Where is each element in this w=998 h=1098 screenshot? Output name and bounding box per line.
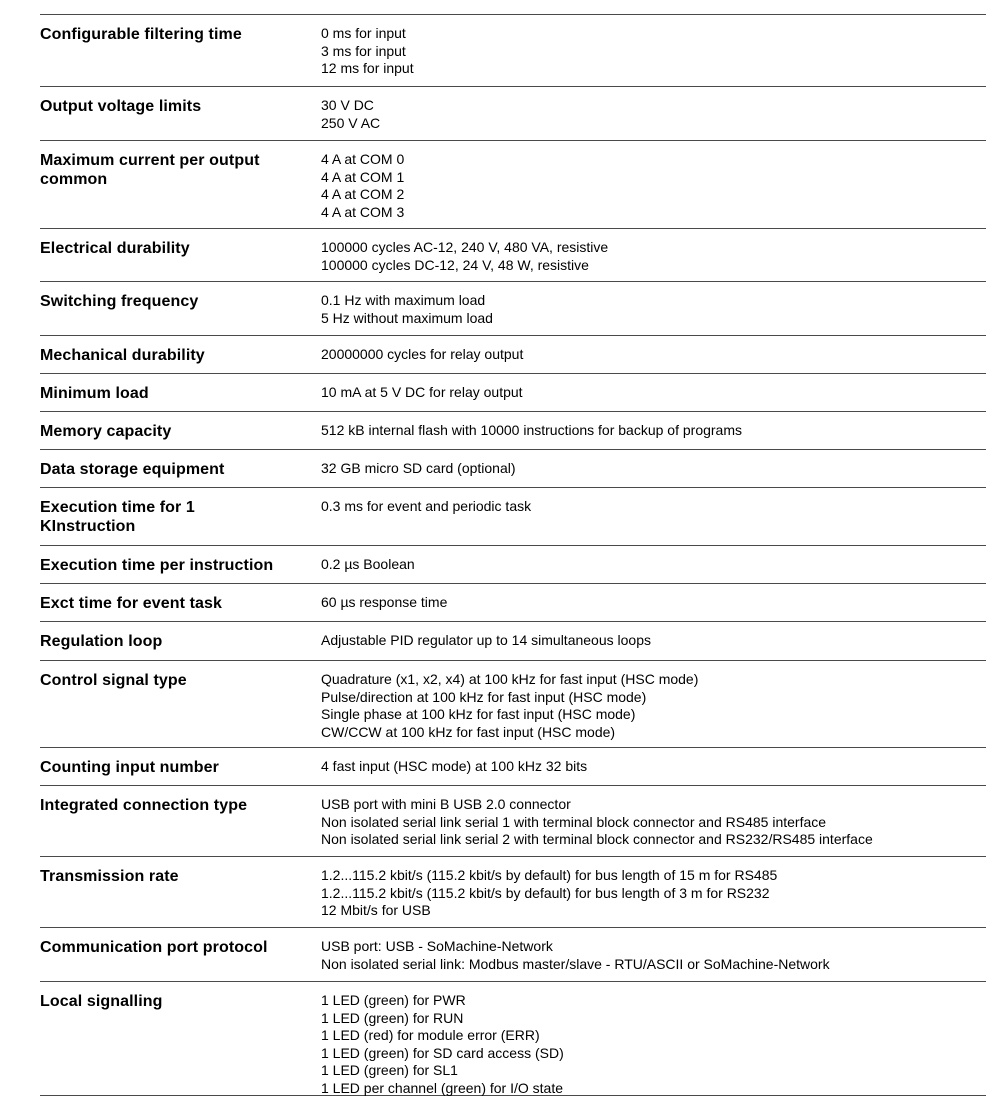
spec-value: 512 kB internal flash with 10000 instructions for backup of programs: [321, 422, 743, 438]
spec-value: 20000000 cycles for relay output: [321, 346, 524, 362]
spec-value: 1 LED (green) for RUN: [321, 1009, 464, 1026]
spec-label: Execution time for 1 KInstruction: [40, 499, 195, 535]
spec-value: Non isolated serial link serial 2 with terminal block connector and RS232/RS485 interface: [321, 831, 873, 848]
spec-value: 1 LED per channel (green) for I/O state: [321, 1079, 564, 1096]
spec-label: Switching frequency: [40, 293, 199, 310]
spec-label: Counting input number: [40, 759, 219, 776]
spec-label: Local signalling: [40, 993, 163, 1010]
spec-value: 1 LED (green) for SL1: [321, 1062, 458, 1079]
spec-row: [40, 857, 986, 928]
spec-values: [321, 671, 986, 747]
spec-label: Memory capacity: [40, 423, 172, 440]
spec-value: 0.2 µs Boolean: [321, 556, 415, 572]
spec-label: Data storage equipment: [40, 461, 225, 478]
spec-row: [40, 748, 986, 786]
spec-row: [40, 336, 986, 374]
spec-row: [40, 622, 986, 661]
spec-value: CW/CCW at 100 kHz for fast input (HSC mode): [321, 723, 616, 740]
spec-value: 100000 cycles AC-12, 240 V, 480 VA, resistive: [321, 239, 609, 255]
spec-values: [321, 346, 986, 373]
spec-label: Exct time for event task: [40, 595, 223, 612]
spec-value: 100000 cycles DC-12, 24 V, 48 W, resistive: [321, 256, 589, 273]
spec-value: 30 V DC: [321, 97, 374, 113]
spec-label: Integrated connection type: [40, 797, 248, 814]
spec-label: Communication port protocol: [40, 939, 268, 956]
spec-label: Electrical durability: [40, 240, 190, 257]
spec-table: [40, 14, 986, 1096]
spec-label: Minimum load: [40, 385, 149, 402]
spec-values: [321, 384, 986, 411]
spec-row: [40, 450, 986, 488]
spec-row: [40, 488, 986, 546]
spec-value: Non isolated serial link serial 1 with terminal block connector and RS485 interface: [321, 813, 827, 830]
spec-values: [321, 594, 986, 621]
spec-row: [40, 584, 986, 622]
spec-value: 5 Hz without maximum load: [321, 309, 493, 326]
spec-row: [40, 229, 986, 282]
spec-value: 3 ms for input: [321, 42, 406, 59]
spec-row: [40, 141, 986, 229]
spec-values: [321, 151, 986, 228]
spec-value: USB port with mini B USB 2.0 connector: [321, 796, 571, 812]
spec-row: [40, 15, 986, 87]
spec-label: Mechanical durability: [40, 347, 205, 364]
spec-value: 10 mA at 5 V DC for relay output: [321, 384, 523, 400]
spec-value: 250 V AC: [321, 114, 381, 131]
spec-value: 4 A at COM 0: [321, 151, 405, 167]
spec-value: Non isolated serial link: Modbus master/slave - RTU/ASCII or SoMachine-Network: [321, 955, 830, 972]
spec-row: [40, 982, 986, 1096]
spec-values: [321, 938, 986, 981]
spec-values: [321, 292, 986, 335]
spec-row: [40, 546, 986, 584]
spec-value: 12 Mbit/s for USB: [321, 902, 431, 919]
spec-value: Pulse/direction at 100 kHz for fast input (HSC mode): [321, 688, 647, 705]
spec-values: [321, 239, 986, 281]
spec-values: [321, 422, 986, 449]
spec-row: [40, 282, 986, 336]
spec-value: 4 A at COM 3: [321, 203, 405, 220]
spec-row: [40, 928, 986, 982]
spec-value: 1.2...115.2 kbit/s (115.2 kbit/s by default) for bus length of 15 m for RS485: [321, 867, 778, 883]
spec-value: 1.2...115.2 kbit/s (115.2 kbit/s by default) for bus length of 3 m for RS232: [321, 884, 770, 901]
spec-row: [40, 374, 986, 412]
spec-values: [321, 25, 986, 86]
spec-values: [321, 460, 986, 487]
spec-value: Adjustable PID regulator up to 14 simultaneous loops: [321, 632, 651, 648]
spec-value: USB port: USB - SoMachine-Network: [321, 938, 553, 954]
spec-values: [321, 796, 986, 856]
spec-value: 12 ms for input: [321, 60, 414, 77]
spec-value: 1 LED (green) for PWR: [321, 992, 466, 1008]
spec-label: Regulation loop: [40, 633, 163, 650]
spec-label: Execution time per instruction: [40, 557, 274, 574]
spec-values: [321, 867, 986, 927]
spec-label: Configurable filtering time: [40, 26, 242, 43]
spec-row: [40, 412, 986, 450]
spec-value: 32 GB micro SD card (optional): [321, 460, 516, 476]
spec-value: 4 fast input (HSC mode) at 100 kHz 32 bits: [321, 758, 588, 774]
spec-values: [321, 498, 986, 545]
spec-row: [40, 786, 986, 857]
spec-label: Output voltage limits: [40, 98, 202, 115]
spec-value: 60 µs response time: [321, 594, 448, 610]
spec-label: Maximum current per output common: [40, 152, 260, 188]
spec-label: Transmission rate: [40, 868, 179, 885]
spec-values: [321, 632, 986, 660]
spec-values: [321, 992, 986, 1095]
spec-value: 4 A at COM 2: [321, 186, 405, 203]
spec-values: [321, 97, 986, 140]
spec-row: [40, 87, 986, 141]
spec-value: 0.3 ms for event and periodic task: [321, 498, 532, 514]
spec-value: 0 ms for input: [321, 25, 406, 41]
spec-value: 1 LED (green) for SD card access (SD): [321, 1044, 564, 1061]
spec-values: [321, 758, 986, 785]
spec-row: [40, 661, 986, 748]
spec-value: Quadrature (x1, x2, x4) at 100 kHz for fast input (HSC mode): [321, 671, 699, 687]
spec-value: 1 LED (red) for module error (ERR): [321, 1027, 540, 1044]
spec-value: 4 A at COM 1: [321, 168, 405, 185]
spec-value: Single phase at 100 kHz for fast input (HSC mode): [321, 706, 636, 723]
spec-label: Control signal type: [40, 672, 187, 689]
spec-value: 0.1 Hz with maximum load: [321, 292, 486, 308]
spec-values: [321, 556, 986, 583]
